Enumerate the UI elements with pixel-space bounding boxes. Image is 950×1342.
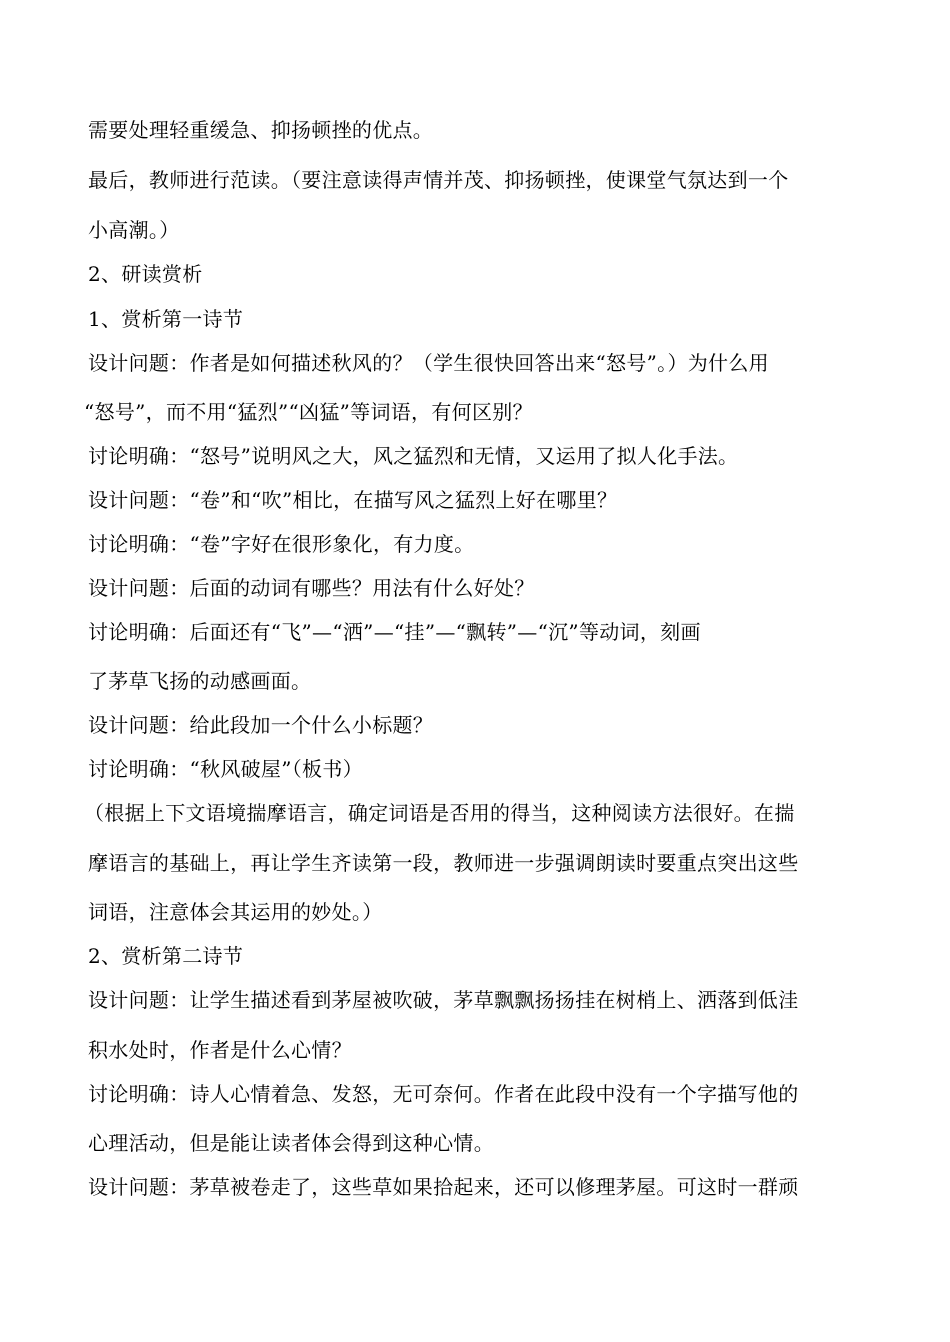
text-line: 设计问题：给此段加一个什么小标题？ (88, 713, 434, 737)
text-line: 设计问题：让学生描述看到茅屋被吹破，茅草飘飘扬扬挂在树梢上、洒落到低洼 (88, 988, 799, 1012)
text-line: 讨论明确：“怒号”说明风之大，风之猛烈和无情，又运用了拟人化手法。 (88, 444, 739, 468)
text-line: 设计问题：后面的动词有哪些？用法有什么好处？ (88, 576, 535, 600)
text-line: 了茅草飞扬的动感画面。 (88, 669, 312, 693)
text-line: 讨论明确：“秋风破屋”（板书） (88, 757, 363, 781)
text-line: 讨论明确：“卷”字好在很形象化，有力度。 (88, 532, 475, 556)
text-line: 最后，教师进行范读。（要注意读得声情并茂、抑扬顿挫，使课堂气氛达到一个 (88, 168, 789, 192)
text-line: 词语，注意体会其运用的妙处。） (88, 900, 383, 924)
text-line: “怒号”，而不用“猛烈”“凶猛”等词语，有何区别？ (84, 400, 533, 424)
text-line: 设计问题：“卷”和“吹”相比，在描写风之猛烈上好在哪里？ (88, 488, 618, 512)
text-line: 摩语言的基础上，再让学生齐读第一段，教师进一步强调朗读时要重点突出这些 (88, 851, 799, 875)
text-line: 设计问题：作者是如何描述秋风的？（学生很快回答出来“怒号”。）为什么用 (88, 351, 769, 375)
subsection-heading: 1、赏析第一诗节 (88, 307, 244, 331)
text-line: （根据上下文语境揣摩语言，确定词语是否用的得当，这种阅读方法很好。在揣 (84, 801, 795, 825)
text-line: 小高潮。） (88, 218, 180, 242)
text-line: 设计问题：茅草被卷走了，这些草如果拾起来，还可以修理茅屋。可这时一群顽 (88, 1175, 799, 1199)
text-line: 讨论明确：诗人心情着急、发怒，无可奈何。作者在此段中没有一个字描写他的 (88, 1082, 799, 1106)
text-line: 心理活动，但是能让读者体会得到这种心情。 (88, 1131, 494, 1155)
text-line: 讨论明确：后面还有“飞”—“洒”—“挂”—“飘转”—“沉”等动词，刻画 (88, 620, 701, 644)
text-line: 需要处理轻重缓急、抑扬顿挫的优点。 (88, 118, 434, 142)
subsection-heading: 2、赏析第二诗节 (88, 944, 244, 968)
section-heading: 2、研读赏析 (88, 262, 203, 286)
text-line: 积水处时，作者是什么心情？ (88, 1038, 352, 1062)
